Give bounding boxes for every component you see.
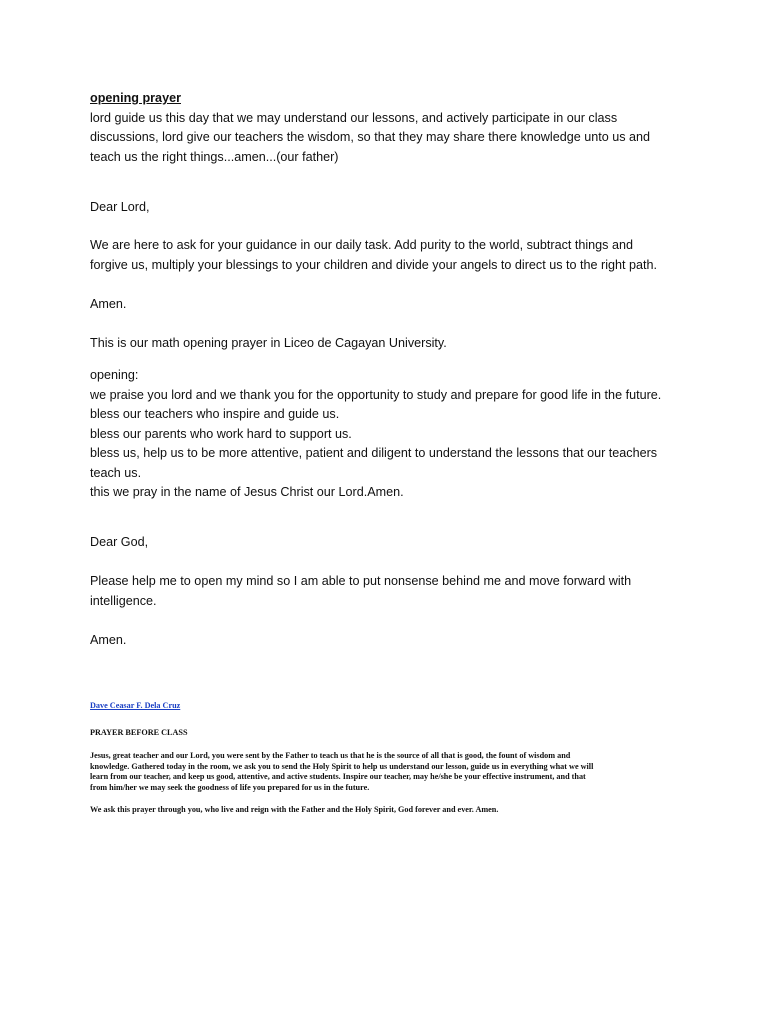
- dear-lord-salutation-block: [90, 198, 690, 218]
- opening-line: we praise you lord and we thank you for the opportunity to study and prepare for good life in the future.: [90, 387, 662, 402]
- dear-lord-line: forgive us, multiply your blessings to your children and divide your angels to direct us to the right path.: [90, 257, 658, 272]
- author-link[interactable]: Dave Ceasar F. Dela Cruz: [90, 701, 181, 710]
- opening-line: teach us.: [90, 465, 142, 480]
- opening-prayer-section: [90, 89, 690, 167]
- opening-prayer-line: discussions, lord give our teachers the wisdom, so that they may share there knowledge unto us and: [90, 130, 651, 144]
- opening-prayer-line: lord guide us this day that we may understand our lessons, and actively participate in our class: [90, 110, 618, 125]
- opening-prayer-line: teach us the right things...amen...(our father): [90, 149, 339, 164]
- dear-lord-body: [90, 236, 690, 275]
- dear-god-salutation-block: [90, 533, 690, 553]
- prayer-before-class-line: knowledge. Gathered today in the room, we ask you to send the Holy Spirit to help us understand our lesson, guide us in everything what we will: [90, 761, 594, 771]
- dear-lord-salutation: Dear Lord,: [90, 200, 150, 214]
- math-prayer-note-block: [90, 334, 690, 354]
- dear-god-salutation: Dear God,: [90, 535, 149, 549]
- prayer-before-class-line: from him/her we may seek the goodness of life you prepared for us in the future.: [90, 782, 370, 792]
- math-prayer-note: This is our math opening prayer in Liceo de Cagayan University.: [90, 336, 447, 350]
- dear-god-line: Please help me to open my mind so I am able to put nonsense behind me and move forward with: [90, 574, 632, 588]
- dear-lord-closing-block: [90, 295, 690, 315]
- opening-prayer-heading: opening prayer: [90, 91, 181, 105]
- prayer-before-class-title: PRAYER BEFORE CLASS: [90, 728, 188, 737]
- prayer-before-class-closing: We ask this prayer through you, who live and reign with the Father and the Holy Spirit, God forever and ever. Amen.: [90, 805, 499, 814]
- dear-god-body: [90, 572, 690, 611]
- opening-heading: opening:: [90, 368, 139, 382]
- prayer-before-class-paragraph: [90, 751, 690, 793]
- opening-section: [90, 366, 690, 503]
- prayer-before-class-line: learn from our teacher, and keep us good, attentive, and active students. Inspire our teacher, may he/she be your effective instrument, and that: [90, 772, 586, 782]
- prayer-before-class-title-block: [90, 728, 690, 739]
- prayer-before-class-closing-paragraph: [90, 805, 690, 816]
- dear-god-closing-block: [90, 631, 690, 651]
- dear-god-line: intelligence.: [90, 593, 157, 608]
- prayer-before-class-line: Jesus, great teacher and our Lord, you were sent by the Father to teach us that he is the source of all that is good, the fount of wisdom and: [90, 751, 571, 760]
- dear-lord-closing: Amen.: [90, 297, 127, 311]
- opening-line: bless us, help us to be more attentive, patient and diligent to understand the lessons that our teachers: [90, 446, 658, 460]
- dear-god-closing: Amen.: [90, 633, 127, 647]
- opening-line: this we pray in the name of Jesus Christ our Lord.Amen.: [90, 485, 404, 499]
- author-block: [90, 701, 690, 712]
- dear-lord-line: We are here to ask for your guidance in our daily task. Add purity to the world, subtract things and: [90, 238, 633, 252]
- opening-line: bless our teachers who inspire and guide us.: [90, 407, 340, 421]
- opening-line: bless our parents who work hard to support us.: [90, 426, 352, 441]
